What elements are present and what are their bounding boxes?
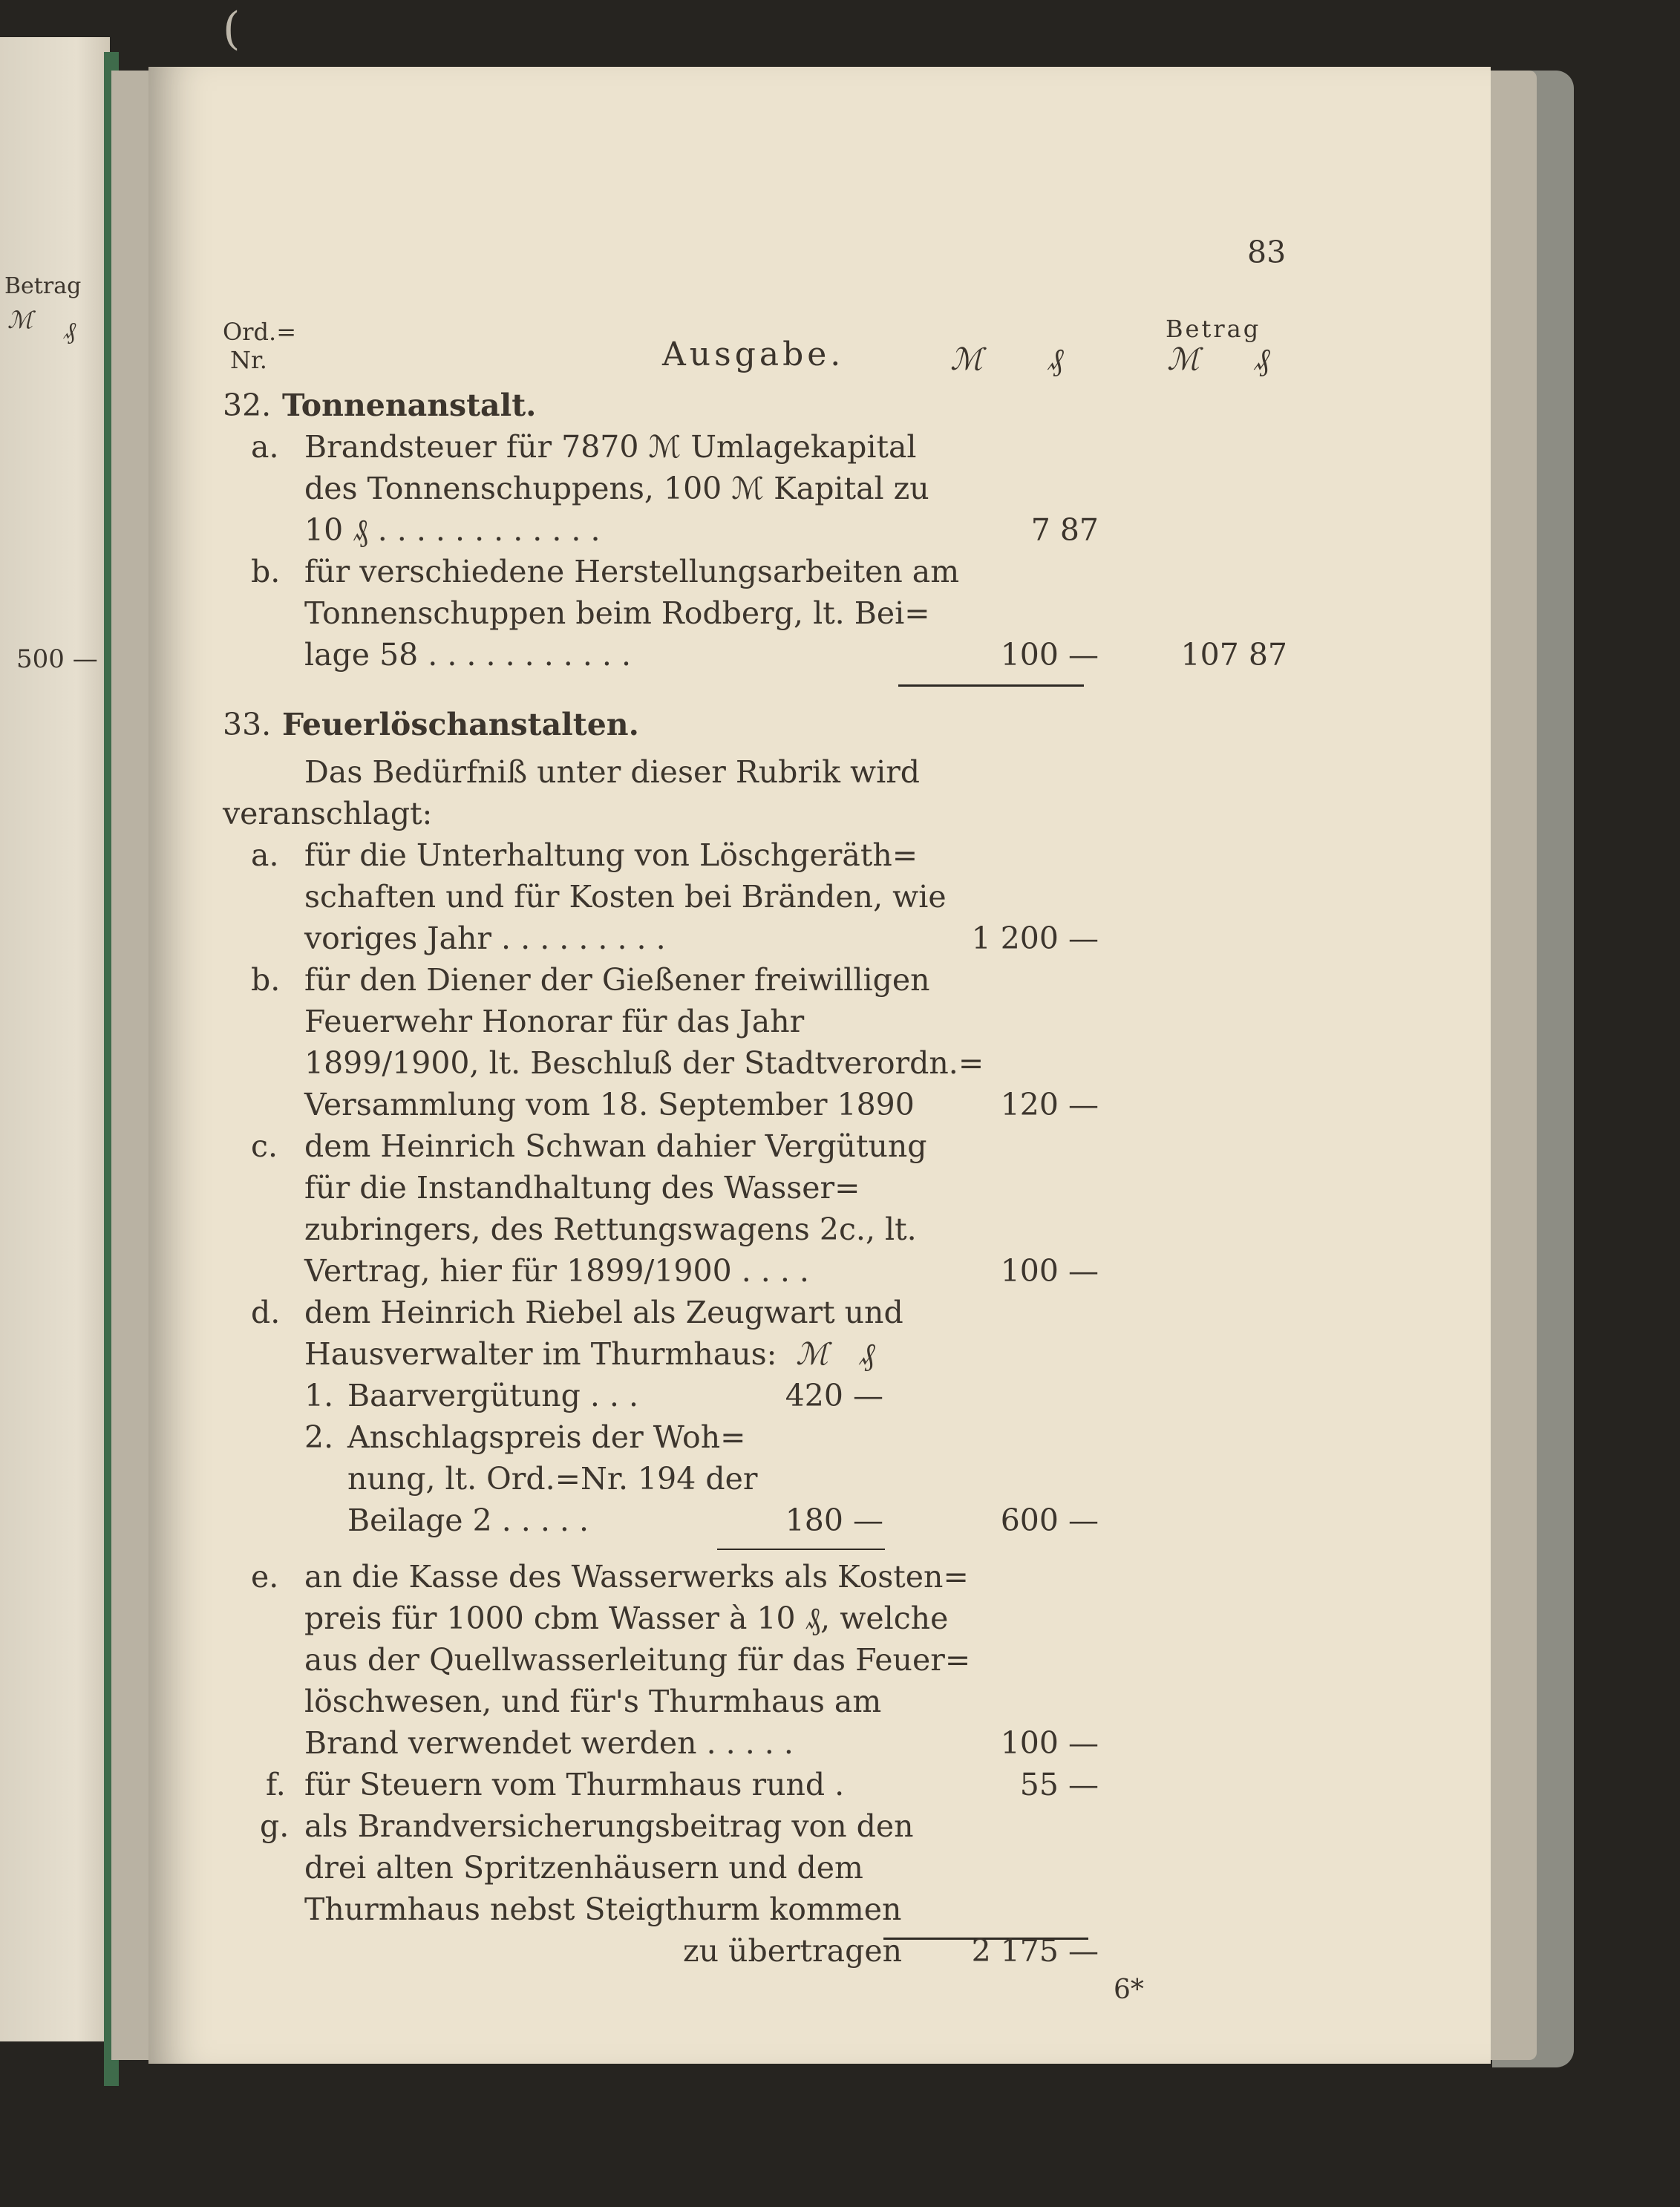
item-line: für Steuern vom Thurmhaus rund . [304, 1767, 845, 1802]
header-betrag: Betrag [1166, 315, 1261, 343]
subitem-amount: 180 — [785, 1503, 883, 1538]
sum-rule [898, 684, 1084, 687]
header-pf-symbol: ₰ [1048, 341, 1064, 377]
section-number: 33. [223, 707, 272, 742]
item-amount: 100 — [1000, 1253, 1099, 1289]
header-ordnr: Ord.= [223, 318, 296, 346]
section-title: Tonnenanstalt. [282, 388, 537, 423]
section-total: 107 87 [1180, 637, 1287, 673]
section-intro: veranschlagt: [223, 796, 433, 831]
subitem-line: nung, lt. Ord.=Nr. 194 der [347, 1461, 758, 1497]
subtotal-rule [717, 1549, 885, 1550]
sub-mark-symbol: ℳ [796, 1336, 828, 1372]
left-betrag-header: Betrag [4, 273, 82, 299]
item-letter: f. [266, 1767, 286, 1802]
left-amount-500: 500 — [16, 644, 98, 674]
item-line: drei alten Spritzenhäusern und dem [304, 1850, 863, 1886]
item-amount: 1 200 — [971, 921, 1099, 956]
document-page [148, 67, 1491, 2064]
section-number: 32. [223, 388, 272, 423]
item-line: für verschiedene Herstellungsarbeiten am [304, 554, 960, 589]
item-letter: e. [251, 1559, 279, 1595]
item-line: aus der Quellwasserleitung für das Feuer= [304, 1642, 971, 1678]
page-number: 83 [1247, 235, 1287, 270]
item-line: schaften und für Kosten bei Bränden, wie [304, 879, 947, 915]
carry-forward-label: zu übertragen [683, 1933, 902, 1969]
left-page [0, 37, 110, 2041]
item-line: lage 58 . . . . . . . . . . . [304, 637, 631, 673]
header-nr: Nr. [230, 346, 267, 374]
item-line: 1899/1900, lt. Beschluß der Stadtverordn.= [304, 1045, 984, 1081]
subitem-number: 1. [304, 1378, 334, 1413]
item-line: des Tonnenschuppens, 100 ℳ Kapital zu [304, 471, 929, 506]
item-amount: 600 — [1000, 1503, 1099, 1538]
item-amount: 100 — [1000, 637, 1099, 673]
item-line: für die Instandhaltung des Wasser= [304, 1170, 860, 1206]
item-amount: 120 — [1000, 1087, 1099, 1122]
item-line: Hausverwalter im Thurmhaus: [304, 1336, 777, 1372]
item-line: für den Diener der Gießener freiwilligen [304, 962, 930, 998]
item-letter: b. [251, 962, 281, 998]
sub-pf-symbol: ₰ [860, 1336, 875, 1372]
item-letter: a. [251, 429, 279, 465]
item-line: Vertrag, hier für 1899/1900 . . . . [304, 1253, 809, 1289]
subitem-line: Beilage 2 . . . . . [347, 1503, 589, 1538]
item-line: Versammlung vom 18. September 1890 [304, 1087, 915, 1122]
item-line: löschwesen, und für's Thurmhaus am [304, 1684, 882, 1719]
item-line: an die Kasse des Wasserwerks als Kosten= [304, 1559, 969, 1595]
item-line: 10 ₰ . . . . . . . . . . . . [304, 512, 601, 548]
item-letter: d. [251, 1295, 281, 1330]
item-line: Tonnenschuppen beim Rodberg, lt. Bei= [304, 595, 930, 631]
subitem-line: Baarvergütung . . . [347, 1378, 639, 1413]
top-mark: ( [223, 3, 241, 55]
subitem-number: 2. [304, 1419, 334, 1455]
left-pf-symbol: ₰ [64, 316, 76, 344]
item-letter: a. [251, 837, 279, 873]
item-line: als Brandversicherungsbeitrag von den [304, 1808, 914, 1844]
header-betrag-pf: ₰ [1255, 341, 1270, 377]
item-letter: g. [260, 1808, 290, 1844]
item-line: Brand verwendet werden . . . . . [304, 1725, 794, 1761]
item-amount: 55 — [1019, 1767, 1099, 1802]
item-letter: c. [251, 1128, 278, 1164]
item-amount: 100 — [1000, 1725, 1099, 1761]
item-line: dem Heinrich Schwan dahier Vergütung [304, 1128, 927, 1164]
section-title: Feuerlöschanstalten. [282, 707, 639, 742]
subitem-line: Anschlagspreis der Woh= [347, 1419, 746, 1455]
item-line: Feuerwehr Honorar für das Jahr [304, 1004, 805, 1039]
carry-forward-amount: 2 175 — [971, 1933, 1099, 1969]
left-mark-symbol: ℳ [7, 306, 33, 334]
item-line: Brandsteuer für 7870 ℳ Umlagekapital [304, 429, 917, 465]
item-line: preis für 1000 cbm Wasser à 10 ₰, welche [304, 1601, 949, 1636]
header-betrag-mark: ℳ [1167, 341, 1200, 377]
item-line: Thurmhaus nebst Steigthurm kommen [304, 1892, 902, 1927]
item-amount: 7 87 [1030, 512, 1099, 548]
item-line: zubringers, des Rettungswagens 2c., lt. [304, 1212, 917, 1247]
signature-mark: 6* [1114, 1975, 1144, 2005]
header-title: Ausgabe. [662, 336, 845, 373]
item-letter: b. [251, 554, 281, 589]
section-intro: Das Bedürfniß unter dieser Rubrik wird [304, 754, 921, 790]
item-line: voriges Jahr . . . . . . . . . [304, 921, 666, 956]
header-mark-symbol: ℳ [950, 341, 983, 377]
subitem-amount: 420 — [785, 1378, 883, 1413]
item-line: dem Heinrich Riebel als Zeugwart und [304, 1295, 903, 1330]
item-line: für die Unterhaltung von Löschgeräth= [304, 837, 918, 873]
